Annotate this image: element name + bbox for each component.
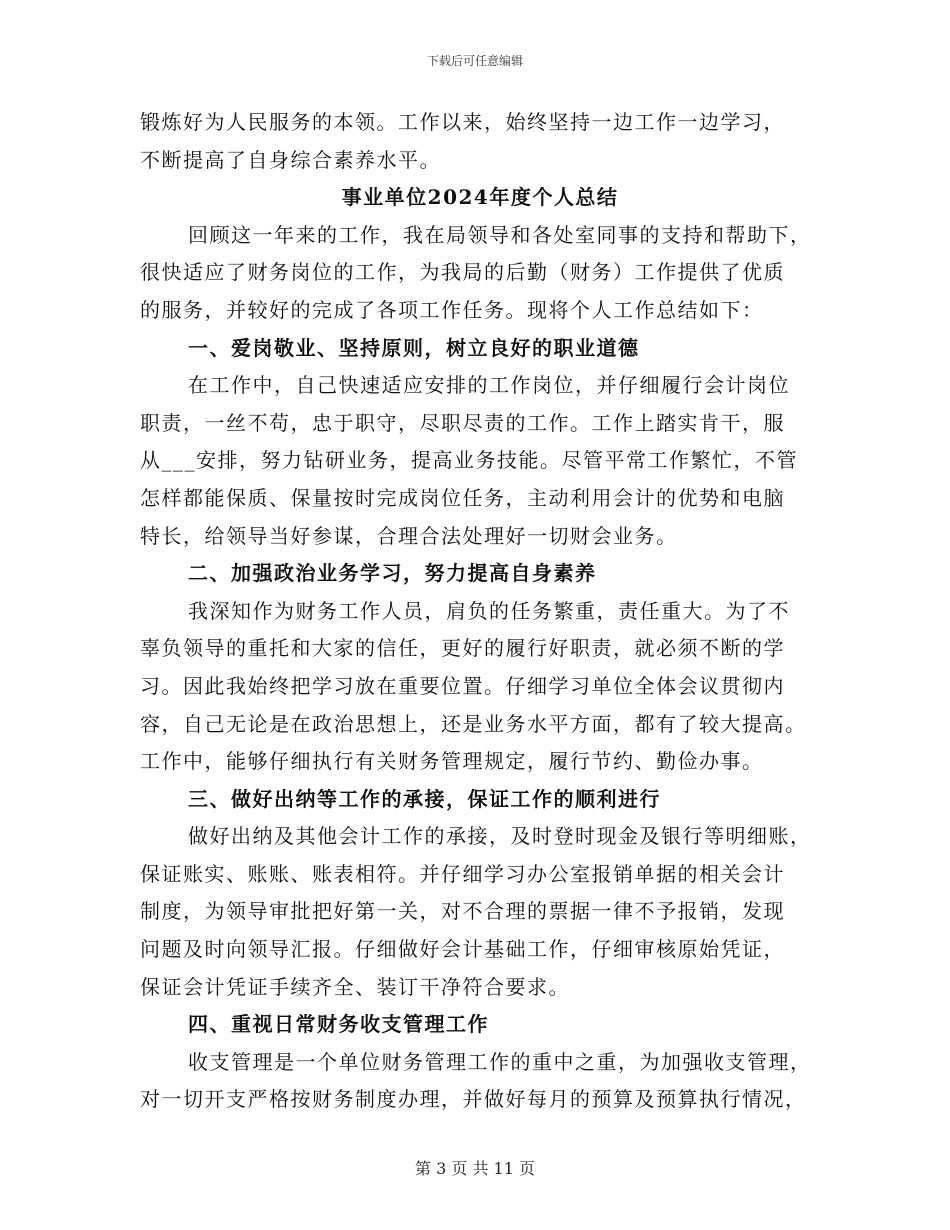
section-heading: 一、爱岗敬业、坚持原则，树立良好的职业道德 [188,335,640,360]
paragraph-first-line: 收支管理是一个单位财务管理工作的重中之重，为加强收支管理， [188,1049,812,1074]
paragraph-line: 不断提高了自身综合素养水平。 [140,147,441,172]
paragraph-line: 工作中，能够仔细执行有关财务管理规定，履行节约、勤俭办事。 [140,749,764,774]
section-heading: 三、做好出纳等工作的承接，保证工作的顺利进行 [188,786,661,811]
page-footer: 第 3 页 共 11 页 [415,1159,535,1178]
paragraph-first-line: 在工作中，自己快速适应安排的工作岗位，并仔细履行会计岗位 [188,373,790,398]
paragraph-line: 对一切开支严格按财务制度办理，并做好每月的预算及预算执行情况， [140,1087,807,1112]
paragraph-line: 特长，给领导当好参谋，合理合法处理好一切财会业务。 [140,523,678,548]
paragraph-line: 保证会计凭证手续齐全、装订干净符合要求。 [140,974,570,999]
paragraph-line: 容，自己无论是在政治思想上，还是业务水平方面，都有了较大提高。 [140,711,807,736]
section-heading: 二、加强政治业务学习，努力提高自身素养 [188,561,597,586]
paragraph-line: 很快适应了财务岗位的工作，为我局的后勤（财务）工作提供了优质 [140,260,785,285]
document-title: 事业单位2024年度个人总结 [341,185,619,210]
paragraph-line: 保证账实、账账、账表相符。并仔细学习办公室报销单据的相关会计 [140,861,785,886]
paragraph-line: 的服务，并较好的完成了各项工作任务。现将个人工作总结如下： [140,297,764,322]
document-body [140,104,820,1119]
paragraph-line: 问题及时向领导汇报。仔细做好会计基础工作，仔细审核原始凭证， [140,937,785,962]
paragraph-first-line: 我深知作为财务工作人员，肩负的任务繁重，责任重大。为了不 [188,598,790,623]
paragraph-first-line: 回顾这一年来的工作，我在局领导和各处室同事的支持和帮助下， [188,222,812,247]
paragraph-line: 习。因此我始终把学习放在重要位置。仔细学习单位全体会议贯彻内 [140,673,785,698]
paragraph-line: 辜负领导的重托和大家的信任，更好的履行好职责，就必须不断的学 [140,636,785,661]
paragraph-line: 锻炼好为人民服务的本领。工作以来，始终坚持一边工作一边学习， [140,110,785,134]
paragraph-line: 怎样都能保质、保量按时完成岗位任务，主动利用会计的优势和电脑 [140,485,785,510]
section-heading: 四、重视日常财务收支管理工作 [188,1012,489,1037]
paragraph-line: 从___安排，努力钻研业务，提高业务技能。尽管平常工作繁忙，不管 [140,448,798,473]
page-header-note: 下载后可任意编辑 [426,54,523,68]
paragraph-first-line: 做好出纳及其他会计工作的承接，及时登时现金及银行等明细账， [188,824,812,849]
paragraph-line: 职责，一丝不苟，忠于职守，尽职尽责的工作。工作上踏实肯干，服 [140,410,785,435]
paragraph-line: 制度，为领导审批把好第一关，对不合理的票据一律不予报销，发现 [140,899,785,924]
